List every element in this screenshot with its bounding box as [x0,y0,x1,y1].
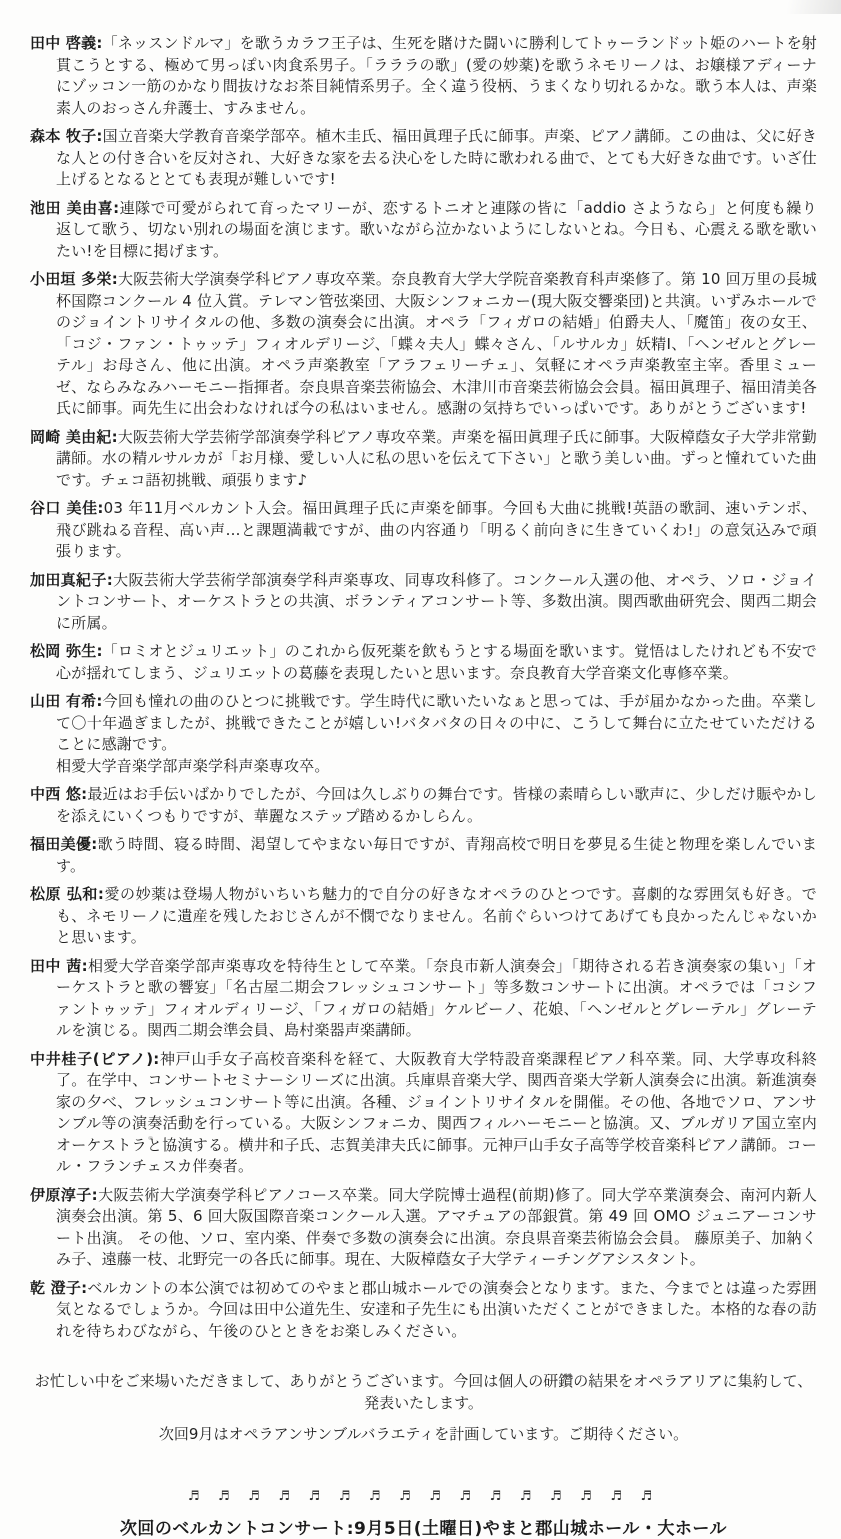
profile-text: 歌う時間、寝る時間、渇望してやまない毎日ですが、青翔高校で明日を夢見る生徒と物理を楽しんでいます。 [56,835,818,875]
profile-text: 大阪芸術大学芸術学部演奏学科ピアノ専攻卒業。声楽を福田眞理子氏に師事。大阪樟蔭女子大学非常勤講師。水の精ルサルカが「お月様、愛しい人に私の思いを伝えて下さい」と歌う美しい曲。ずっと憧れていた曲です。チェコ語初挑戦、頑張ります♪ [56,427,817,489]
performer-name: 岡崎 美由紀: [30,427,118,446]
profile-09 [30,691,817,777]
profile-13 [30,956,817,1042]
profile-11 [30,834,817,877]
profile-text: ベルカントの本公演では初めてのやまと郡山城ホールでの演奏会となります。また、今までとは違った雰囲気となるでしょうか。今回は田中公道先生、安達和子先生にも出演いただくことができました。本格的な春の訪れを待ちわびながら、午後のひとときをお楽しみください。 [56,1278,817,1340]
profile-text: 最近はお手伝いばかりでしたが、今回は久しぶりの舞台です。皆様の素晴らしい歌声に、少しだけ賑やかしを添えにいくつもりですが、華麗なステップ踏めるかしらん。 [56,785,817,825]
performer-name: 松原 弘和: [30,885,105,903]
performer-name: 中井桂子(ピアノ): [30,1049,160,1068]
profile-text: 03 年11月ベルカント入会。福田眞理子氏に声楽を師事。今回も大曲に挑戦!英語の歌詞、速いテンポ、飛び跳ねる音程、高い声…と課題満載ですが、曲の内容通り「明るく前向きに生きていくわ!」の意気込みで頑張ります。 [56,499,817,560]
profile-16 [30,1278,817,1343]
profile-text: 大阪芸術大学演奏学科ピアノ専攻卒業。奈良教育大学大学院音楽教育科声楽修了。第 10 回万里の長城杯国際コンクール 4 位入賞。テレマン管弦楽団、大阪シンフォニカー(現大阪交響楽団)と共演。いずみホールでのジョイントリサイタルの他、多数の演奏会に出演。オペラ「フィガロの結婚」伯爵夫人、「魔笛」夜の女王、「コジ・ファン・トゥッテ」フィオルデリージ、「蝶々夫人」蝶々さん、「ルサルカ」妖精Ⅰ、「ヘンゼルとグレーテル」お母さん、他に出演。オペラ声楽教室「アラフェリーチェ」、気軽にオペラ声楽教室主宰。香里ミューゼ、ならみなみハーモニー指揮者。奈良県音楽芸術協会、木津川市音楽芸術協会会員。福田眞理子、福田清美各氏に師事。両先生に出会わなければ今の私はいません。感謝の気持ちでいっぱいです。ありがとうございます! [56,270,818,417]
performer-name: 谷口 美佳: [30,499,104,517]
profile-text-line2: 相愛大学音楽学部声楽学科声楽専攻卒。 [56,756,330,775]
thanks-line: お忙しい中をご来場いただきまして、ありがとうございます。今回は個人の研鑽の結果をオペラアリアに集約して、発表いたします。 [34,1372,813,1412]
next-concert-announcement: 次回のベルカントコンサート:9月5日(土曜日)やまと郡山城ホール・大ホール [119,1519,728,1539]
performer-name: 田中 茜: [30,956,88,975]
performer-profiles-section [30,33,817,1342]
performer-name: 松岡 弥生: [30,642,103,660]
profile-15 [30,1185,817,1271]
profile-text: 相愛大学音楽学部声楽専攻を特待生として卒業。「奈良市新人演奏会」「期待される若き演奏家の集い」「オーケストラと歌の響宴」「名古屋二期会フレッシュコンサート」等多数コンサートに出演。オペラでは「コシファントゥッテ」フィオルディリージ、「フィガロの結婚」ケルビーノ、花娘、「ヘンゼルとグレーテル」グレーテルを演じる。関西二期会準会員、島村楽器声楽講師。 [56,956,817,1039]
performer-name: 田中 啓義: [30,34,103,52]
profile-02 [30,126,817,191]
next-plan-line: 次回9月はオペラアンサンブルバラエティを計画しています。ご期待ください。 [158,1425,689,1443]
performer-name: 乾 澄子: [30,1278,88,1297]
profile-text: 愛の妙薬は登場人物がいちいち魅力的で自分の好きなオペラのひとつです。喜劇的な雰囲気も好き。でも、ネモリーノに遺産を残したおじさんが不憫でなりません。名前ぐらいつけてあげても良かったんじゃないかと思います。 [56,885,818,946]
profile-text: 大阪芸術大学芸術学部演奏学科声楽専攻、同専攻科修了。コンクール入選の他、オペラ、ソロ・ジョイントコンサート、オーケストラとの共演、ボランティアコンサート等、多数出演。関西歌曲研究会、関西二期会に所属。 [56,570,817,632]
profile-text: 連隊で可愛がられて育ったマリーが、恋するトニオと連隊の皆に「addio さようなら」と何度も繰り返して歌う、切ない別れの場面を演じます。歌いながら泣かないようにしないとね。今日も、心震える歌を歌いたい!を目標に掲げます。 [56,198,817,260]
profile-12 [30,884,817,949]
profile-01 [30,33,817,119]
performer-name: 池田 美由喜: [30,198,120,217]
profile-05 [30,427,817,492]
profile-text: 「ロミオとジュリエット」のこれから仮死薬を飲もうとする場面を歌います。覚悟はしたけれども不安で心が揺れてしまう、ジュリエットの葛藤を表現したいと思います。奈良教育大学音楽文化専修卒業。 [56,642,817,682]
profile-03 [30,198,817,263]
performer-name: 森本 牧子: [30,127,103,145]
profile-14 [30,1049,817,1178]
profile-text: 今回も憧れの曲のひとつに挑戦です。学生時代に歌いたいなぁと思っては、手が届かなかった曲。卒業して〇十年過ぎましたが、挑戦できたことが嬉しい!バタバタの日々の中に、こうして舞台に立たせていただけることに感謝です。 [56,692,818,753]
profile-10 [30,784,817,827]
profile-text: 大阪芸術大学演奏学科ピアノコース卒業。同大学院博士過程(前期)修了。同大学卒業演奏会、南河内新人演奏会出演。第 5、6 回大阪国際音楽コンクール入選。アマチュアの部銀賞。第 49 回 OMO ジュニアーコンサート出演。 その他、ソロ、室内楽、伴奏で多数の演奏会に出演。奈良県音楽芸術協会会員。 藤原美子、加納くみ子、遠藤一枝、北野完一の各氏に師事。現在、大阪樟蔭女子大学ティーチングアシスタント。 [56,1185,818,1268]
profile-06 [30,498,817,563]
scan-artifact [148,1136,153,1140]
performer-name: 小田垣 多栄: [30,270,118,288]
performer-name: 山田 有希: [30,692,103,710]
profile-text: 神戸山手女子高校音楽科を経て、大阪教育大学特設音楽課程ピアノ科卒業。同、大学専攻科終了。在学中、コンサートセミナーシリーズに出演。兵庫県音楽大学、関西音楽大学新人演奏会に出演。新進演奏家の夕べ、フレッシュコンサート等に出演。各種、ジョイントリサイタルを開催。その他、各地でソロ、アンサンブル等の演奏活動を行っている。大阪シンフォニカ、関西フィルハーモニーと協演。又、ブルガリア国立室内オーケストラと協演する。横井和子氏、志賀美津夫氏に師事。元神戸山手女子高等学校音楽科ピアノ講師。コール・フランチェスカ伴奏者。 [56,1049,818,1175]
performer-name: 加田真紀子: [30,570,113,589]
profile-08 [30,641,817,684]
performer-name: 福田美優: [30,835,98,853]
profile-text: 国立音楽大学教育音楽学部卒。植木圭氏、福田眞理子氏に師事。声楽、ピアノ講師。この曲は、父に好きな人との付き合いを反対され、大好きな家を去る決心をした時に歌われる曲で、とても大好きな曲です。いざ仕上げるとなるととても表現が難しいです! [56,127,817,188]
performer-name: 伊原淳子: [30,1185,98,1204]
profile-text: 「ネッスンドルマ」を歌うカラフ王子は、生死を賭けた闘いに勝利してトゥーランドット姫のハートを射貫こうとする、極めて男っぽい肉食系男子。「ラララの歌」(愛の妙薬)を歌うネモリーノは、お嬢様アディーナにゾッコン一筋のかなり間抜けなお茶目純情系男子。全く違う役柄、うまくなり切れるかな。歌う本人は、声楽素人のおっさん弁護士、すみません。 [56,34,817,117]
profile-07 [30,570,817,635]
performer-name: 中西 悠: [30,785,88,803]
profile-04 [30,269,817,420]
closing-remarks [30,1370,817,1445]
music-notes-decoration: ♬ ♬ ♬ ♬ ♬ ♬ ♬ ♬ ♬ ♬ ♬ ♬ ♬ ♬ ♬ ♬ [187,1489,660,1504]
